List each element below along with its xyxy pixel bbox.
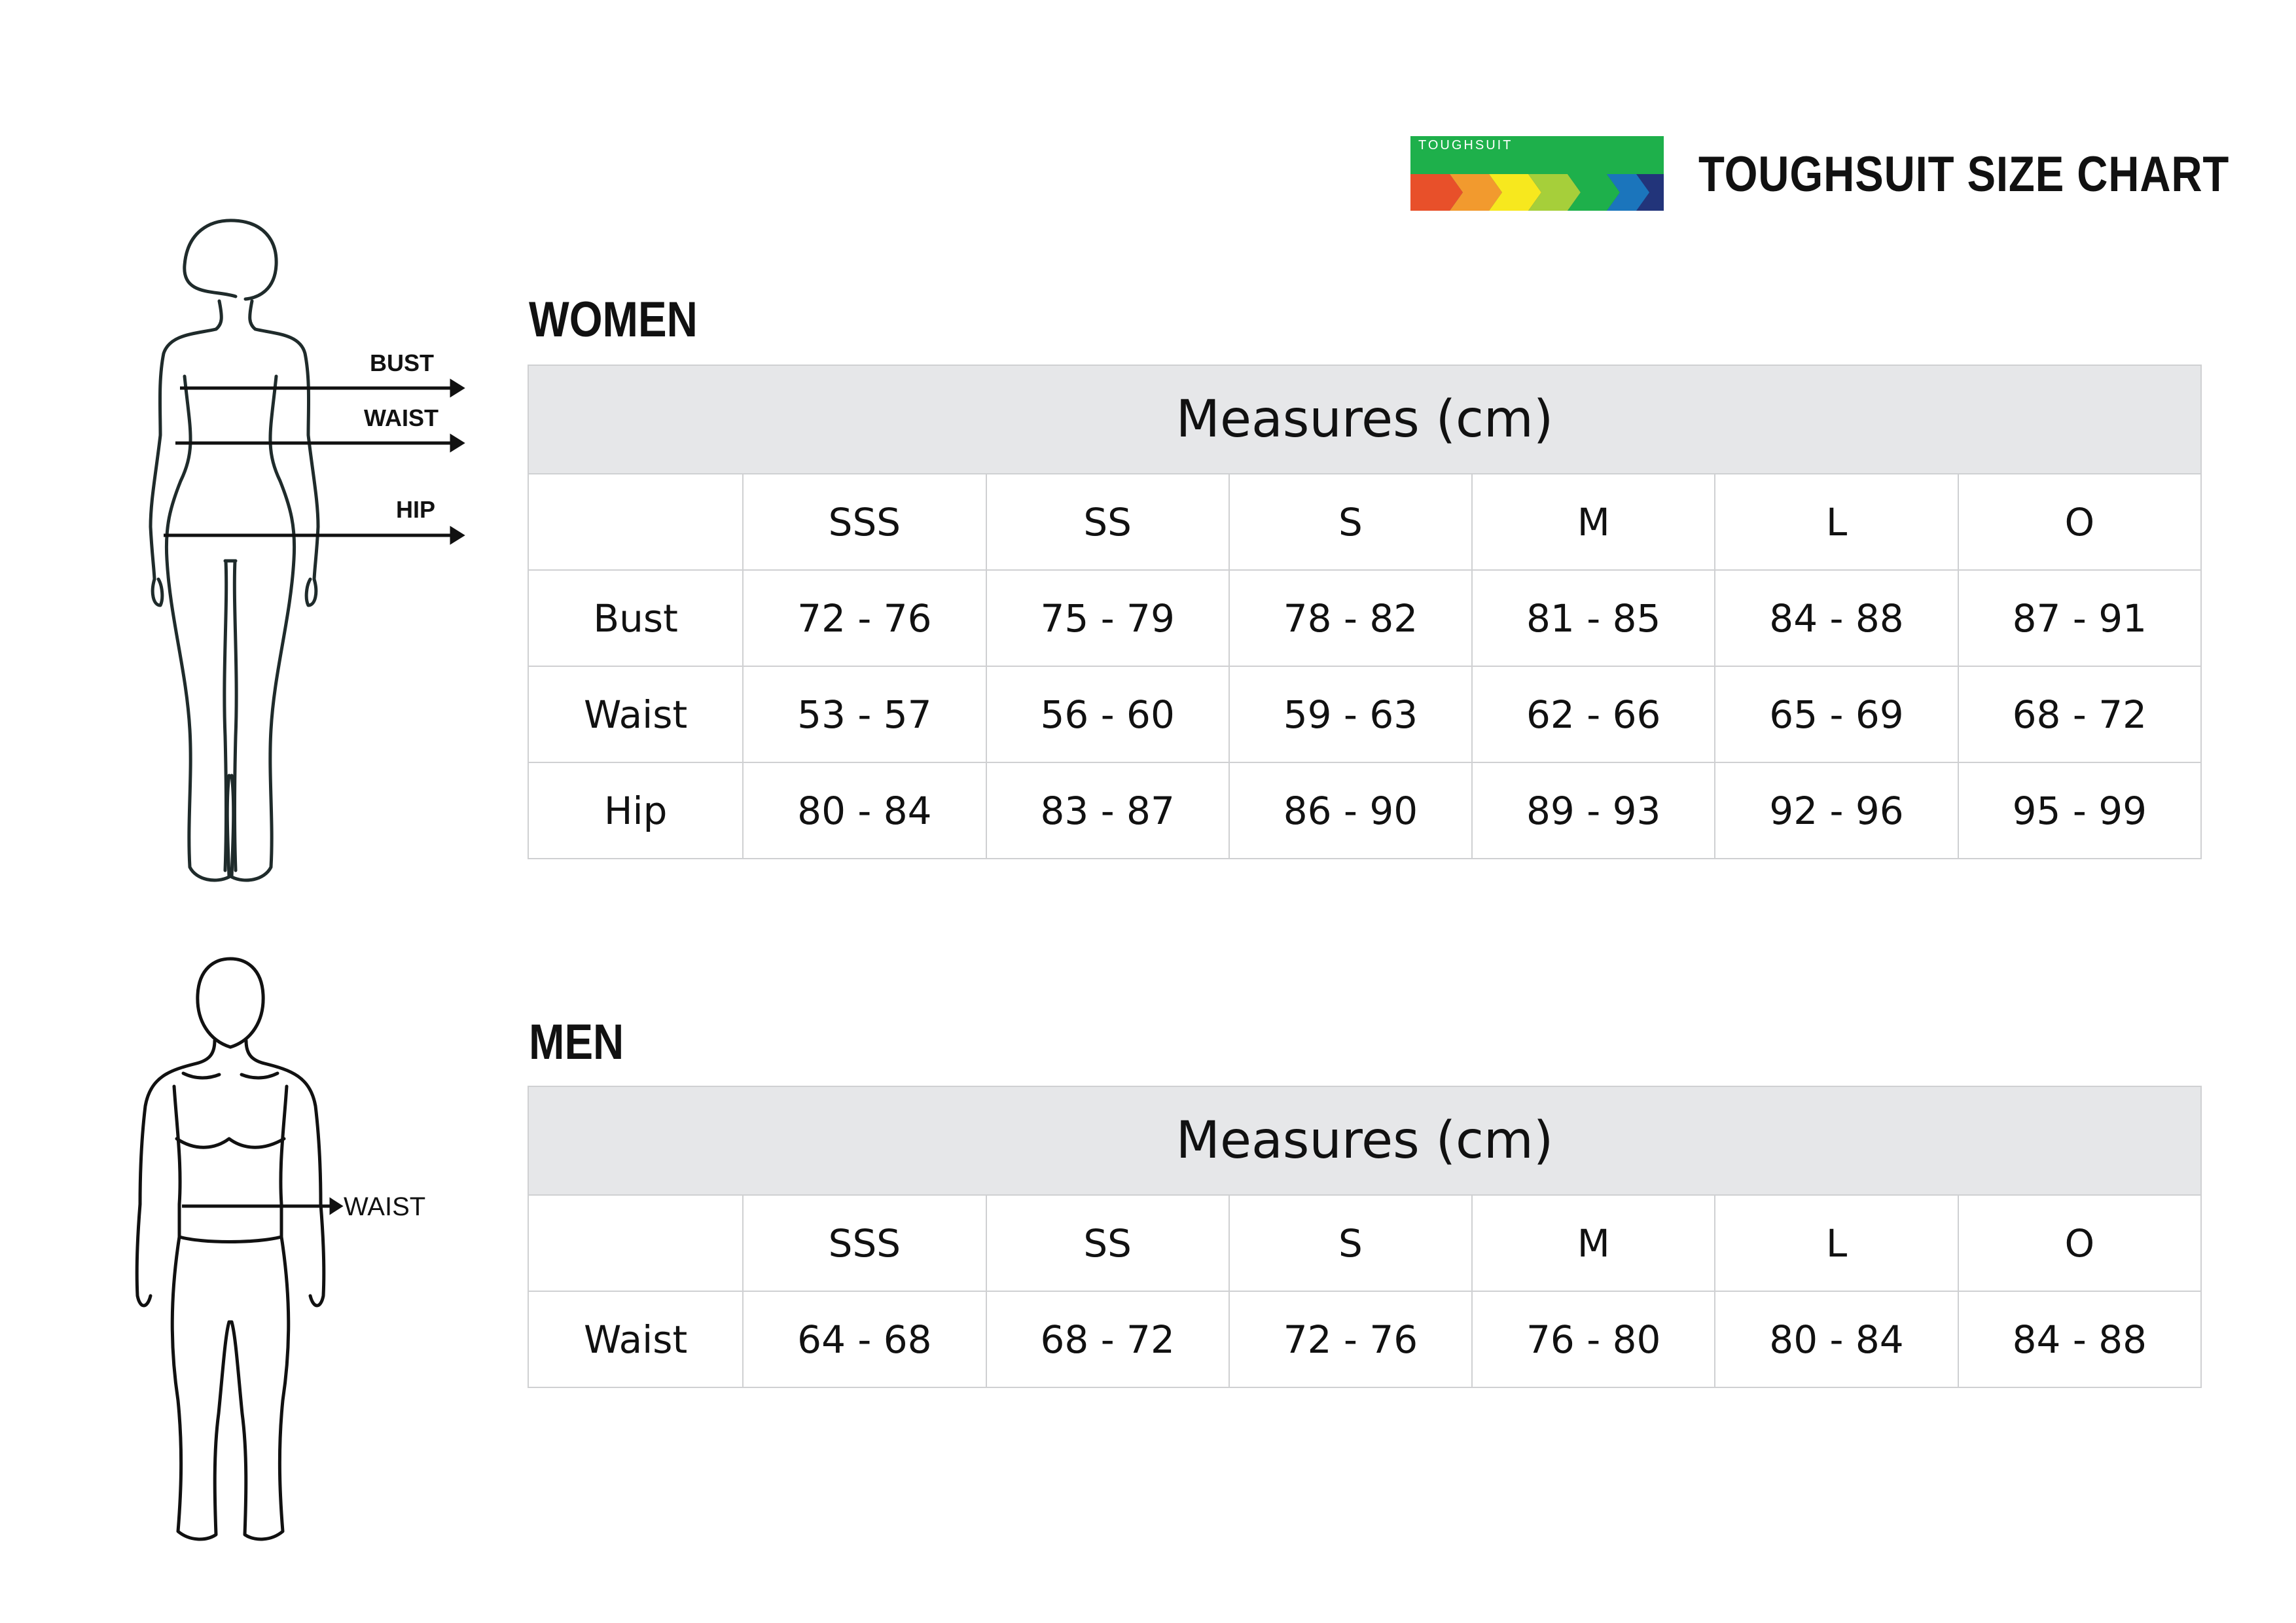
- table-row: [528, 1291, 2201, 1387]
- hip-label: HIP: [396, 496, 436, 523]
- measures-header: Measures (cm): [528, 1086, 2201, 1195]
- size-label: M: [1472, 474, 1715, 570]
- waist-label: WAIST: [364, 404, 439, 431]
- empty-corner-cell: [528, 1195, 743, 1291]
- size-label: L: [1715, 1195, 1958, 1291]
- women-size-table: [528, 365, 2202, 859]
- bust-label: BUST: [370, 349, 434, 376]
- measure-cell: 78 - 82: [1229, 570, 1472, 666]
- measure-cell: 80 - 84: [1715, 1291, 1958, 1387]
- size-label: SS: [986, 1195, 1229, 1291]
- size-label: SSS: [743, 474, 986, 570]
- measure-cell: 81 - 85: [1472, 570, 1715, 666]
- measure-cell: 65 - 69: [1715, 666, 1958, 762]
- size-label: O: [1958, 474, 2201, 570]
- men-size-table: [528, 1086, 2202, 1388]
- size-header-row: [528, 474, 2201, 570]
- toughsuit-logo: [1410, 136, 1664, 211]
- measure-cell: 68 - 72: [986, 1291, 1229, 1387]
- measure-cell: 56 - 60: [986, 666, 1229, 762]
- man-body-figure: [131, 955, 458, 1544]
- row-label: Bust: [528, 570, 743, 666]
- empty-corner-cell: [528, 474, 743, 570]
- measure-cell: 68 - 72: [1958, 666, 2201, 762]
- row-label: Hip: [528, 762, 743, 859]
- page-title: TOUGHSUIT SIZE CHART: [1698, 147, 2230, 202]
- table-row: [528, 570, 2201, 666]
- measure-cell: 89 - 93: [1472, 762, 1715, 859]
- measure-cell: 72 - 76: [743, 570, 986, 666]
- measure-cell: 84 - 88: [1715, 570, 1958, 666]
- size-label: S: [1229, 1195, 1472, 1291]
- row-label: Waist: [528, 666, 743, 762]
- woman-body-figure: [124, 213, 478, 887]
- size-label: O: [1958, 1195, 2201, 1291]
- size-header-row: [528, 1195, 2201, 1291]
- size-label: SS: [986, 474, 1229, 570]
- measure-cell: 95 - 99: [1958, 762, 2201, 859]
- measure-cell: 86 - 90: [1229, 762, 1472, 859]
- measure-cell: 84 - 88: [1958, 1291, 2201, 1387]
- measure-cell: 92 - 96: [1715, 762, 1958, 859]
- measure-cell: 72 - 76: [1229, 1291, 1472, 1387]
- measures-header: Measures (cm): [528, 365, 2201, 474]
- measure-cell: 75 - 79: [986, 570, 1229, 666]
- men-section-title: MEN: [529, 1014, 624, 1070]
- measure-cell: 53 - 57: [743, 666, 986, 762]
- size-label: SSS: [743, 1195, 986, 1291]
- size-label: L: [1715, 474, 1958, 570]
- measure-cell: 64 - 68: [743, 1291, 986, 1387]
- size-label: S: [1229, 474, 1472, 570]
- table-row: [528, 762, 2201, 859]
- women-section-title: WOMEN: [529, 292, 698, 348]
- measure-cell: 76 - 80: [1472, 1291, 1715, 1387]
- table-row: [528, 666, 2201, 762]
- waist-label: WAIST: [344, 1192, 426, 1221]
- measure-cell: 83 - 87: [986, 762, 1229, 859]
- logo-text: TOUGHSUIT: [1418, 138, 1513, 152]
- size-label: M: [1472, 1195, 1715, 1291]
- measure-cell: 87 - 91: [1958, 570, 2201, 666]
- measure-cell: 80 - 84: [743, 762, 986, 859]
- measure-cell: 59 - 63: [1229, 666, 1472, 762]
- row-label: Waist: [528, 1291, 743, 1387]
- measure-cell: 62 - 66: [1472, 666, 1715, 762]
